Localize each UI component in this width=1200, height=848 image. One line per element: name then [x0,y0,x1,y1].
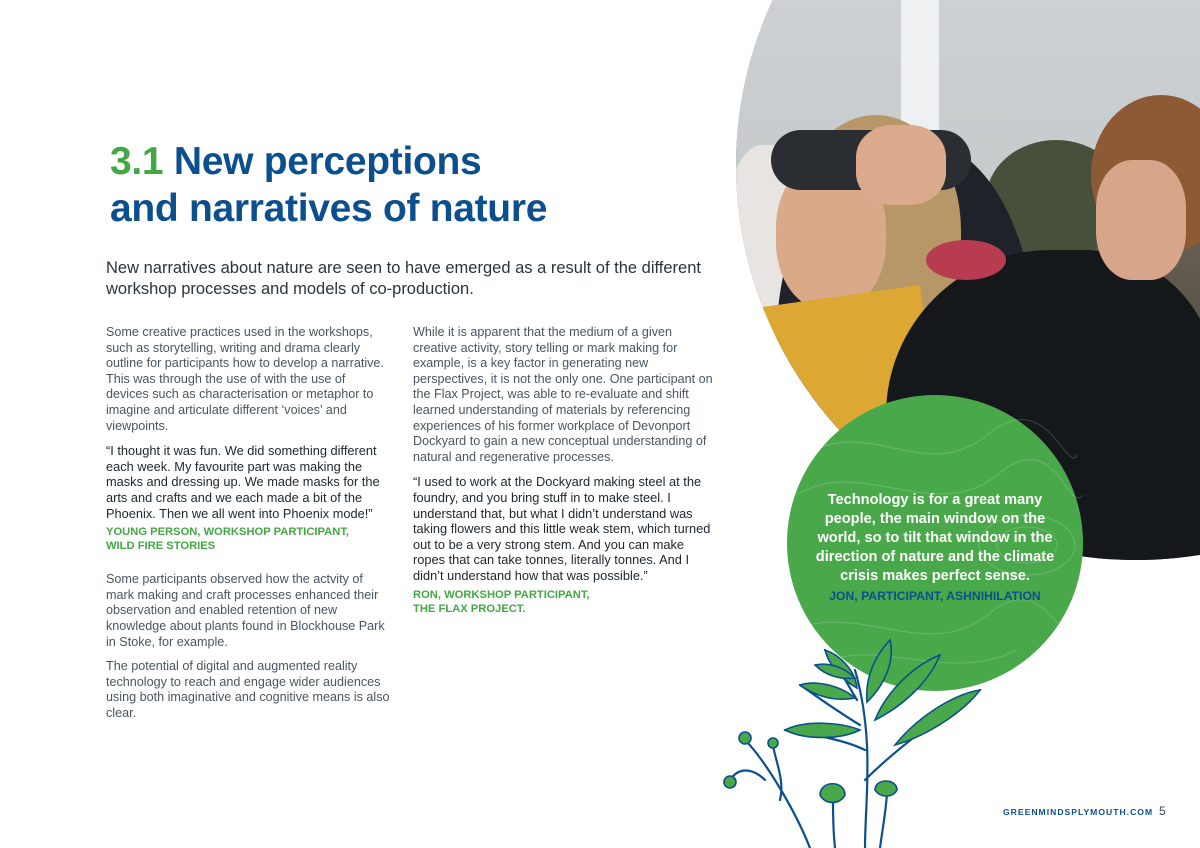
plant-leaf [785,723,860,737]
title-line-2: and narratives of nature [110,187,548,230]
pull-quote-text: Technology is for a great many people, the main window on the world, so to tilt that window in the direction of nature and the climate crisis makes perfect sense. [815,492,1055,584]
plant-flower [875,781,897,796]
lead-paragraph: New narratives about nature are seen to have emerged as a result of the different workshop processes and models of co-production. [106,259,701,298]
left-column [106,325,391,730]
page-number: 5 [1159,804,1166,818]
plant-side-stem [745,740,810,848]
right-attribution-line-2: THE FLAX PROJECT. [413,602,526,615]
plant-illustration [715,630,1015,848]
right-attribution-line-1: RON, WORKSHOP PARTICIPANT, [413,588,590,601]
left-attribution-line-2: WILD FIRE STORIES [106,540,216,553]
right-paragraph-1: While it is apparent that the medium of a given creative activity, story telling or mark making for example, is a key factor in generating new perspectives, it is not the only one. One participant on the Flax Project, was able to re-evaluate and shift learned understanding of materials by referencing experiences of his former workplace of Devonport Dockyard to gain a new conceptual understanding of natural and regenerative processes. [413,325,713,464]
section-number: 3.1 [110,140,164,183]
left-quote: “I thought it was fun. We did something different each week. My favourite part was making the masks and dressing up. We made masks for the arts and crafts and we each made a bit of the Phoenix. Then we all went into Phoenix mode!” [106,443,380,521]
left-quote-attribution [106,525,391,553]
plant-leaf [800,683,855,699]
right-quote: “I used to work at the Dockyard making steel at the foundry, and you bring stuff in to make steel. I understand that, but what I didn’t understand was taking flowers and this little weak stem, which turned out to be a very strong stem. And you can make ropes that can take tonnes, literally tonnes. And I didn’t understand how that was possible.” [413,474,711,583]
right-quote-attribution [413,588,713,616]
pull-quote-attribution: JON, PARTICIPANT, ASHNIHILATION [829,589,1041,603]
plant-leaf [867,640,892,702]
page-title [110,138,547,232]
photo-man-face [1096,160,1186,280]
plant-bud [739,732,751,744]
plant-bud [768,738,778,748]
photo-hand [856,125,946,205]
left-paragraph-1: Some creative practices used in the workshops, such as storytelling, writing and drama clearly outline for participants how to develop a narrative. This was through the use of with the use of devices such as characterisation or metaphor to imagine and articulate different ‘voices’ and viewpoints. [106,325,384,433]
plant-main-stem [855,670,868,848]
title-line-1: New perceptions [173,140,482,183]
website-link[interactable]: GREENMINDSPLYMOUTH.COM [1003,807,1154,817]
left-paragraph-2: Some participants observed how the actvity of mark making and craft processes enhanced their observation and enabled retention of new knowledge about plants found in Blockhouse Park in Stoke, for example. [106,572,385,649]
plant-flower [820,784,845,803]
right-column [413,325,713,635]
left-paragraph-3: The potential of digital and augmented reality technology to reach and engage wider audiences using both imaginative and cognitive means is also clear. [106,659,390,720]
photo-rose-pattern [926,240,1006,280]
left-attribution-line-1: YOUNG PERSON, WORKSHOP PARTICIPANT, [106,526,350,539]
photo-pole [901,0,939,140]
plant-bud [724,776,736,788]
